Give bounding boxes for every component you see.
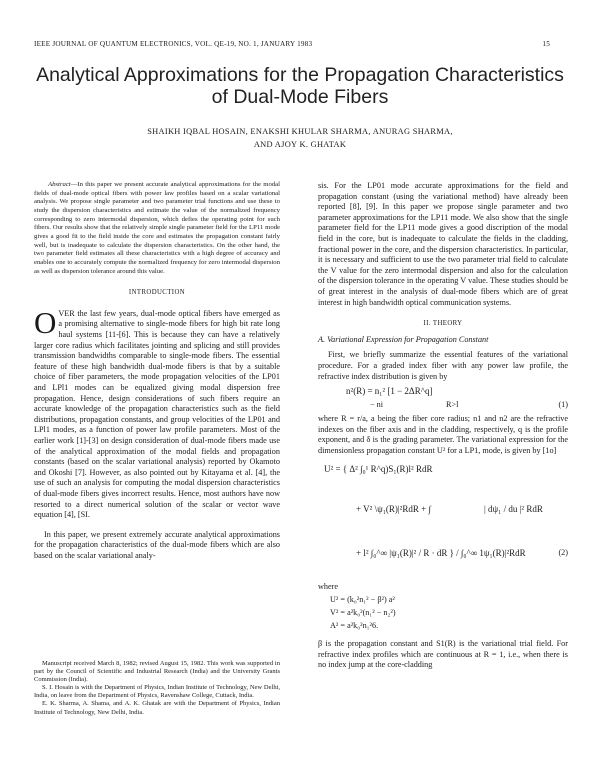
equation-1-condition: R>l — [446, 400, 459, 410]
abstract-label: Abstract — [48, 181, 71, 188]
author-line-1: SHAIKH IQBAL HOSAIN, ENAKSHI KHULAR SHARMA, ANURAG SHARMA, — [147, 127, 453, 136]
abstract-text: —In this paper we present accurate analytical approximations for the modal fields of dual-mode optical fibers with power law profiles based on a scalar variational analysis. We propose single parameter and two parameter trial functions and use these to study the dispersion characteristics and estimate the value of the normalized frequency corresponding to zero intermodal dispersion, which defies the operating point for such fibers. Our results show that the relatively simple single parameter field for the LP11 mode gives a good fit to the field inside the core and estimates the propagation constant fairly well, but is inadequate to calculate the dispersion characteristics. On the other hand, the two parameter field estimates all these characteristics with a high degree of accuracy and enables one to accurately compute the normalized frequency for zero intermodal dispersion as well as dispersion tolerance around this value. — [34, 181, 280, 275]
left-column — [34, 181, 280, 570]
drop-cap: O — [34, 304, 57, 340]
definition-delta: A² = a²k₀²n₁²6. — [330, 621, 379, 631]
equation-2-line-2b: | dψ₁ / du |² RdR — [484, 504, 543, 515]
footnote-received: Manuscript received March 8, 1982; revised August 15, 1982. This work was supported in part by the Council of Scientific and Industrial Research (India) and the University Grants Commission (India). — [34, 660, 280, 684]
definitions — [318, 593, 568, 635]
equation-2-line-1: U² = { Δ² ∫₀¹ R^q)S₁(R)l² RdR — [324, 464, 433, 475]
footnote-hosain: S. I. Hosain is with the Department of Physics, Indian Institute of Technology, New Delhi, India, on leave from the Department of Physics, Ravenshaw College, Cuttack, India. — [34, 684, 280, 700]
author-list — [70, 126, 530, 151]
right-paragraph-3: where R = r/a, a being the fiber core radius; n1 and n2 are the refractive indexes on the fiber axis and in the cladding, respectively, q is the profile exponent, and δ is the grading parameter. The variational expression for the dimensionless propagation constant U² for a LP1, mode, is given by [1o] — [318, 414, 568, 455]
equation-2-line-2: + V² \ψ₁(R)|²RdR + ∫ — [356, 504, 431, 515]
right-column — [318, 181, 568, 671]
journal-citation: IEEE JOURNAL OF QUANTUM ELECTRONICS, VOL. QE-19, NO. 1, JANUARY 1983 — [34, 40, 313, 48]
equation-1-number: (1) — [558, 400, 568, 410]
equation-2-line-3: + l² ∫₀^∞ |ψ₁(R)|² / R · dR } / ∫₀^∞ 1ψ₁(R)|²RdR — [356, 548, 526, 559]
equation-2-number: (2) — [558, 548, 568, 558]
introduction-paragraph-2: In this paper, we present extremely accurate analytical approximations for the propagation characteristics of the dual-mode fibers which are also based on the scalar variational analy- — [34, 529, 280, 560]
footnote-others: E. K. Sharma, A. Shama, and A. K. Ghatak are with the Department of Physics, Indian Institute of Technology, New Delhi, India. — [34, 700, 280, 716]
abstract — [34, 181, 280, 276]
right-paragraph-1: sis. For the LP01 mode accurate approximations for the field and propagation constant (using the variational method) have already been reported [8], [9]. In this paper we propose single parameter and two parameter approximations for the LP11 mode. We also show that the single parameter field for the LP11 mode gives a good discription of the modal field in the core, but is inadequate to calculate the fields in the cladding, fractional power in the core, and the dispersion characteristics. In particular, it is necessary and sufficient to use the two parameter trial field to calculate the V value for the zero intermodal dispersion and also for the calculation of the dispersion tolerance in the operating V value. These studies should be of great interest in the analysis of dual-mode fibers which are of great interest in high bandwidth optical communication systems. — [318, 181, 568, 307]
subsection-heading: A. Variational Expression for Propagation Constant — [318, 334, 489, 344]
right-paragraph-4: β is the propagation constant and S1(R) is the variational trial field. For refractive index profiles which are continuous at R = 1, i.e., when there is no index jump at the core-cladding — [318, 639, 568, 670]
footnote — [34, 660, 280, 717]
introduction-text-1: VER the last few years, dual-mode optical fibers have emerged as a promising alternative to single-mode fibers for high bit rate long haul systems [11-[6]. This is because they can have a relatively larger core radius which facilitates jointing and splicing and still provides transmission bandwidths comparable to single-mode fibers. The essential feature of these high bandwidth dual-mode fibers is that by a suitable choice of fiber parameters, the mode propagation velocities of the LP01 and LPl1 modes can be equalized giving modal dispersion free propagation. Hence, design considerations of such fibers require an accurate knowledge of the propagation characteristics such as the field distributions, propagation constants, and group velocities of the LP01 and LPl1 modes, as a function of power law profile parameters. Most of the earlier work [1]-[3] on design consideration of dual-mode fibers made use of the analytical approximation of the modal fields and propagation constants (based on the scalar variational analysis) reported by Okamoto and Okoshi [7]. However, as also pointed out by Kitayama et al. [4], the use of such an analysis for computing the modal dispersion characteristics of dual-mode fibers gives incorrect results. Hence, most authors have now resorted to a direct numerical solution of the scalar or vector wave equation [4], [SI. — [34, 308, 280, 520]
equation-1 — [318, 384, 568, 412]
where-label: where — [318, 582, 339, 592]
equation-2 — [318, 460, 568, 578]
paper-title: Analytical Approximations for the Propagation Characteristics of Dual-Mode Fibers — [36, 64, 564, 108]
equation-1-line-2: − ni — [370, 400, 384, 410]
author-line-2: AND AJOY K. GHATAK — [253, 139, 347, 149]
introduction-heading: INTRODUCTION — [128, 289, 186, 297]
equation-1-line-1: n²(R) = n₁² [1 − 2ΔR^q] — [346, 386, 433, 397]
introduction-paragraph-1 — [34, 304, 280, 521]
definition-v: V² = a²k₀²(n₁² − n₂²) — [330, 608, 396, 618]
right-paragraph-2: First, we briefly summarize the essential features of the variational procedure. For a graded index fiber with any power law profile, the refractive index distribution is given by — [318, 350, 568, 381]
page-number: 15 — [542, 40, 550, 48]
theory-heading: II. THEORY — [423, 320, 463, 328]
definition-u: U² = (k₀²n₁² − β²) a² — [330, 595, 395, 605]
